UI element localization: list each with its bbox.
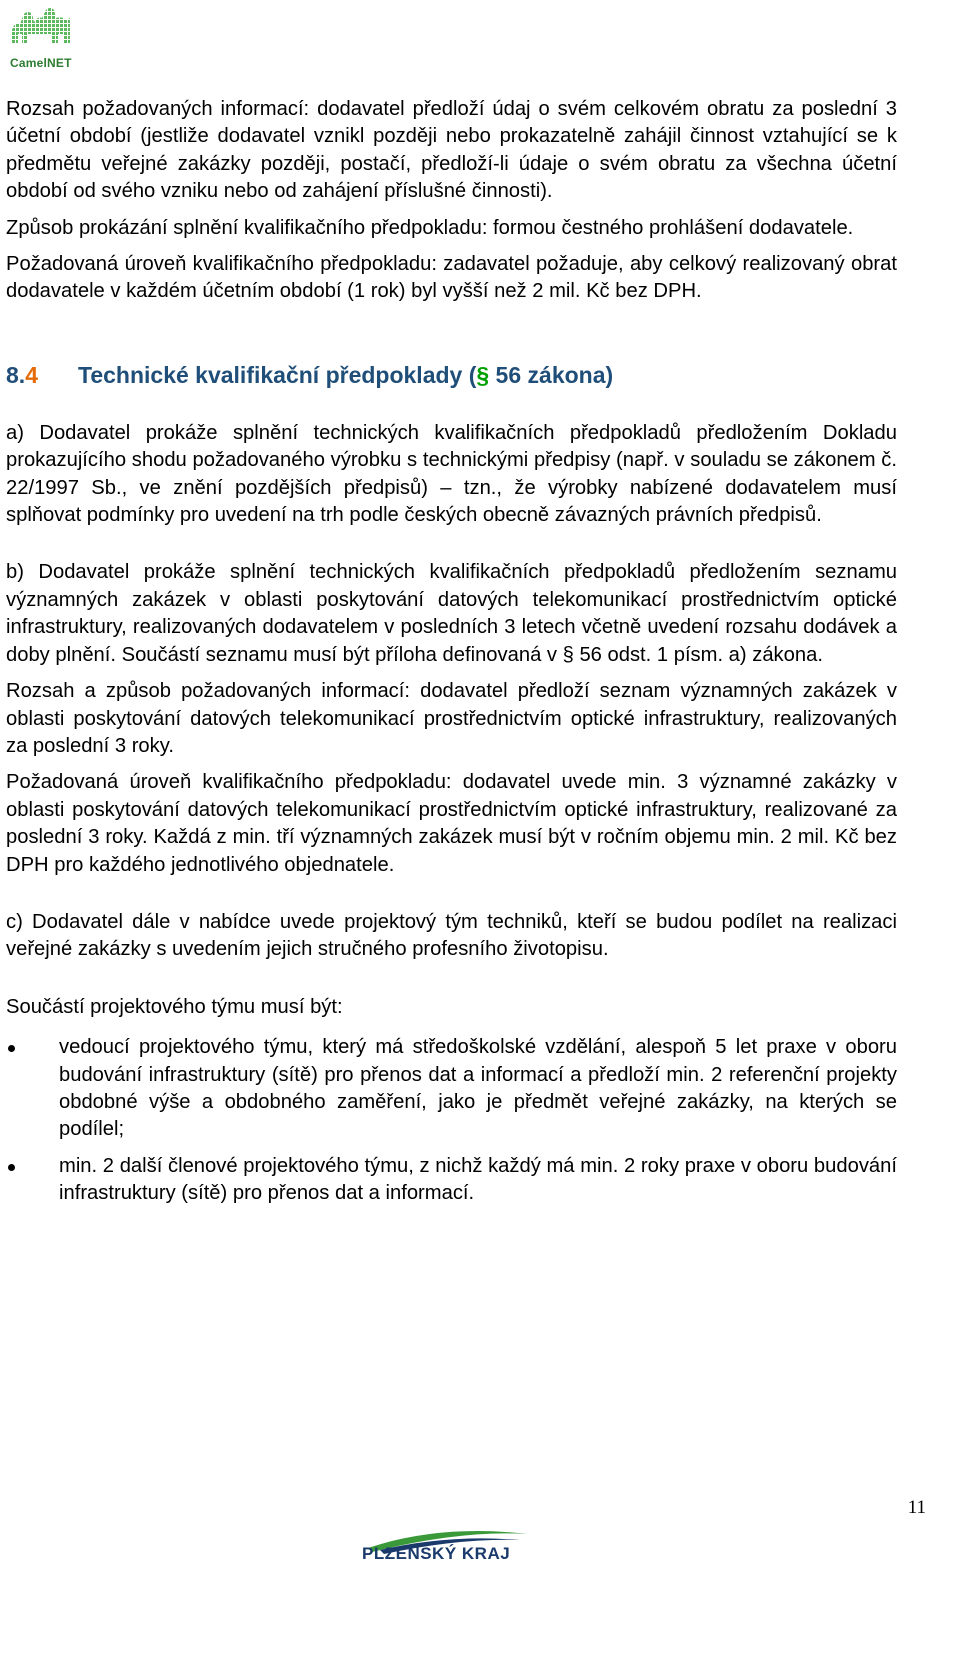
list-item: min. 2 další členové projektového týmu, z nichž každý má min. 2 roky praxe v oboru budování infrastruktury (sítě) pro přenos dat a informací. (6, 1153, 897, 1208)
document-body (6, 96, 897, 1208)
paragraph-rozsah-zpusob: Rozsah a způsob požadovaných informací: dodavatel předloží seznam významných zakázek v oblasti poskytování datových telekomunikací prostřednictvím optické infrastruktury, realizovaných za poslední 3 roky. (6, 680, 897, 757)
camelnet-logo (6, 4, 78, 70)
paragraph-soucasti-tymu: Součástí projektového týmu musí být: (6, 995, 343, 1018)
section-number: 8.4 (6, 361, 38, 388)
paragraph-obrat-rozsah: Rozsah požadovaných informací: dodavatel předloží údaj o svém celkovém obratu za poslední 3 účetní období (jestliže dodavatel vznikl později nebo prokazatelně zahájil činnost vztahující se k předmětu veřejné zakázky později, postačí, předloží-li údaje o svém obratu za všechna účetní období od svého vzniku nebo od zahájení příslušné činnosti). (6, 98, 897, 203)
page-number: 11 (907, 1497, 926, 1518)
paragraph-zpusob-prokazani: Způsob prokázání splnění kvalifikačního předpokladu: formou čestného prohlášení dodavatele. (6, 216, 854, 239)
bullet-icon (8, 1164, 15, 1171)
paragraph-b-seznam-zakazek: b) Dodavatel prokáže splnění technických kvalifikačních předpokladů předložením seznamu významných zakázek v oblasti poskytování datových telekomunikací prostřednictvím optické infrastruktury, realizovaných dodavatelem v posledních 3 letech včetně uvedení rozsahu dodávek a doby plnění. Součástí seznamu musí být příloha definovaná v § 56 odst. 1 písm. a) zákona. (6, 561, 897, 666)
plzensky-kraj-logo (350, 1520, 590, 1670)
camelnet-logo-text: CamelNET (10, 56, 72, 70)
paragraph-a-doklad-shody: a) Dodavatel prokáže splnění technických kvalifikačních předpokladů předložením Dokladu prokazujícího shodu požadovaného výrobku s technickými předpisy (např. v souladu se zákonem č. 22/1997 Sb., ve znění pozdějších předpisů) – tzn., že výrobky nabízené dodavatelem musí splňovat podmínky pro uvedení na trh podle českých obecně závazných právních předpisů. (6, 421, 897, 527)
paragraph-c-projektovy-tym: c) Dodavatel dále v nabídce uvede projektový tým techniků, kteří se budou podílet na realizaci veřejné zakázky s uvedením jejich stručného profesního životopisu. (6, 910, 897, 961)
section-title: Technické kvalifikační předpoklady (§ 56 zákona) (77, 361, 614, 388)
paragraph-uroven-zakazky: Požadovaná úroveň kvalifikačního předpokladu: dodavatel uvede min. 3 významné zakázky v oblasti poskytování datových telekomunikací prostřednictvím optické infrastruktury, realizované za poslední 3 roky. Každá z min. tří významných zakázek musí být v ročním objemu min. 2 mil. Kč bez DPH pro každého jednotlivého objednatele. (6, 771, 897, 876)
bullet-icon (8, 1045, 15, 1052)
team-requirements-list (6, 1034, 897, 1207)
camel-icon (8, 4, 74, 56)
plzensky-kraj-text: PLZEŇSKÝ KRAJ (362, 1544, 511, 1563)
section-symbol: § (476, 361, 490, 388)
section-heading (6, 360, 897, 390)
list-item: vedoucí projektového týmu, který má středoškolské vzdělání, alespoň 5 let praxe v oboru budování infrastruktury (sítě) pro přenos dat a informací a předloží min. 2 referenční projekty obdobné výše a obdobného zaměření, jako je předmět veřejné zakázky, na kterých se podílel; (6, 1034, 897, 1144)
paragraph-uroven-obrat: Požadovaná úroveň kvalifikačního předpokladu: zadavatel požaduje, aby celkový realizovaný obrat dodavatele v každém účetním období (1 rok) byl vyšší než 2 mil. Kč bez DPH. (6, 253, 897, 303)
